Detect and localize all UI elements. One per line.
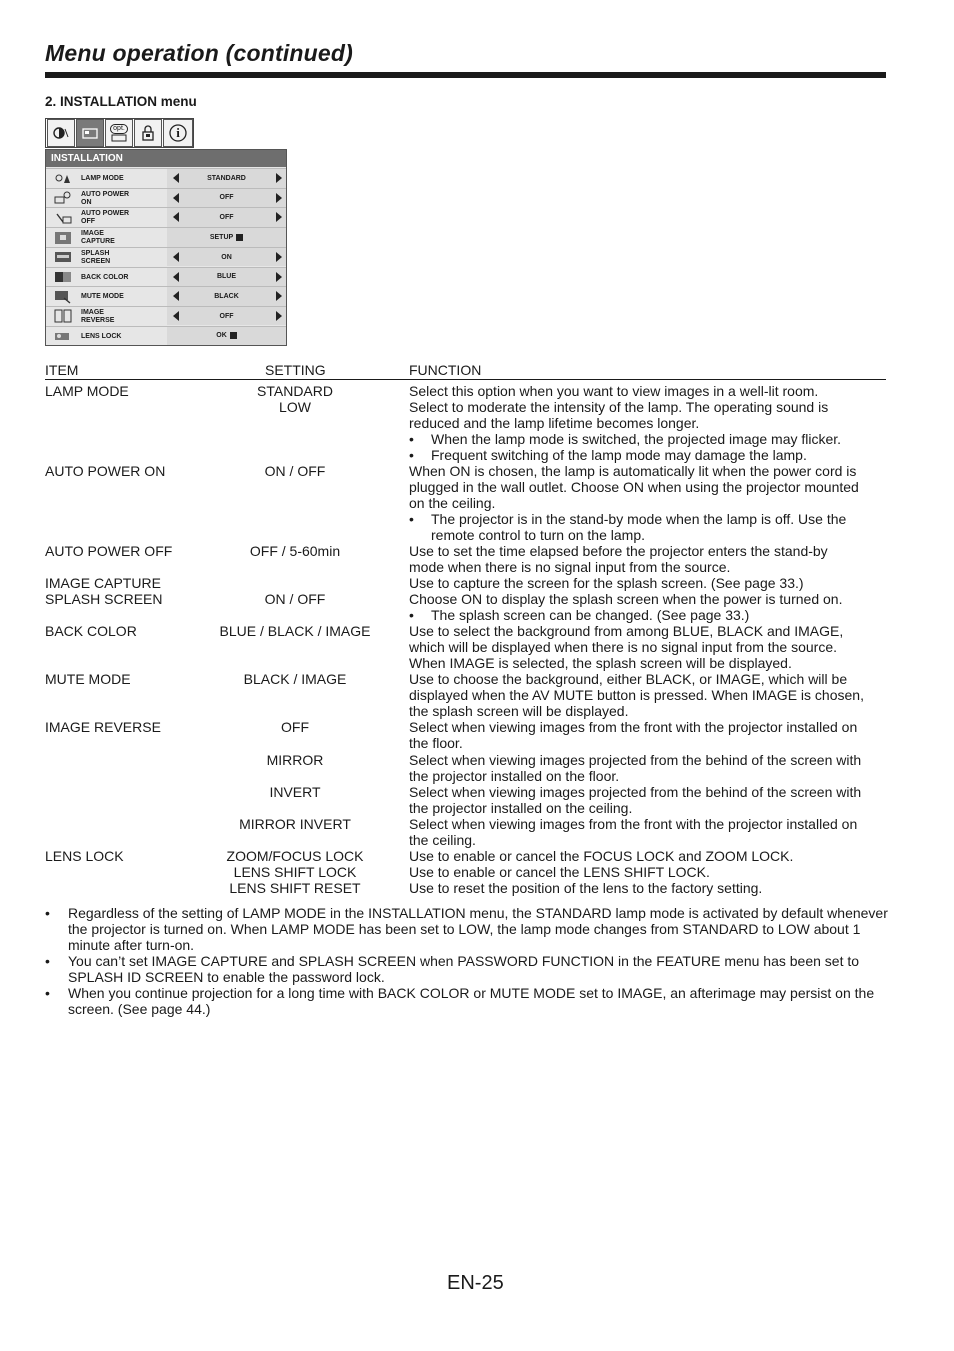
lamp-icon — [54, 172, 72, 185]
note-item: Regardless of the setting of LAMP MODE in the INSTALLATION menu, the STANDARD lamp mode is activated by default whenever the projector is turned on. When LAMP MODE has been set to LOW, the lamp mode changes from STANDARD to LOW about 1 minute after turn-on. — [68, 905, 888, 953]
arrow-right-icon — [276, 311, 282, 321]
menu-row — [46, 188, 286, 208]
menu-row-value: BLACK — [167, 287, 286, 306]
function-cell: the projector installed on the floor. — [409, 768, 620, 784]
picture-tab-icon — [47, 119, 75, 147]
menu-row-label: BACK COLOR — [81, 273, 129, 281]
item-cell: MUTE MODE — [45, 671, 131, 687]
arrow-left-icon — [173, 291, 179, 301]
menu-row-value: STANDARD — [167, 169, 286, 188]
setting-cell: INVERT — [269, 784, 321, 800]
arrow-right-icon — [276, 252, 282, 262]
setting-cell: LENS SHIFT LOCK — [233, 864, 357, 880]
column-header-function: FUNCTION — [409, 362, 482, 378]
function-cell: displayed when the AV MUTE button is pressed. When IMAGE is chosen, — [409, 687, 864, 703]
function-cell: plugged in the wall outlet. Choose ON when using the projector mounted — [409, 479, 859, 495]
power-on-icon — [54, 192, 72, 205]
bullet-icon: • — [45, 985, 50, 1001]
menu-row-value: SETUP — [167, 228, 286, 247]
arrow-left-icon — [173, 311, 179, 321]
installation-tab-icon — [76, 119, 104, 147]
menu-row-value: OK — [167, 327, 286, 346]
section-heading: 2. INSTALLATION menu — [45, 94, 197, 109]
function-cell: Use to choose the background, either BLACK, or IMAGE, which will be — [409, 671, 848, 687]
enter-icon — [230, 332, 237, 339]
function-cell: Use to set the time elapsed before the projector enters the stand-by — [409, 543, 828, 559]
function-cell: When IMAGE is selected, the splash screen will be displayed. — [409, 655, 792, 671]
menu-row — [46, 207, 286, 227]
menu-row-value: OFF — [167, 208, 286, 227]
function-cell: Select when viewing images projected from the behind of the screen with — [409, 752, 862, 768]
function-cell: Select to moderate the intensity of the lamp. The operating sound is — [409, 399, 829, 415]
menu-row — [46, 306, 286, 326]
menu-row-label: AUTO POWER OFF — [81, 210, 130, 226]
item-cell: SPLASH SCREEN — [45, 591, 163, 607]
function-cell: The splash screen can be changed. (See page 33.) — [431, 607, 750, 623]
menu-row-label: SPLASH SCREEN — [81, 249, 111, 265]
setting-cell: MIRROR — [266, 752, 324, 768]
function-cell: Frequent switching of the lamp mode may damage the lamp. — [431, 447, 807, 463]
column-header-item: ITEM — [45, 362, 79, 378]
arrow-right-icon — [276, 291, 282, 301]
arrow-left-icon — [173, 212, 179, 222]
lens-lock-icon — [54, 330, 72, 343]
function-cell: Use to capture the screen for the splash screen. (See page 33.) — [409, 575, 804, 591]
reverse-icon — [54, 310, 72, 323]
arrow-right-icon — [276, 272, 282, 282]
column-header-setting: SETTING — [265, 362, 326, 378]
function-cell: Select when viewing images projected from the behind of the screen with — [409, 784, 862, 800]
title-rule — [45, 72, 886, 78]
menu-row — [46, 267, 286, 287]
item-cell: LENS LOCK — [45, 848, 124, 864]
setting-cell: LENS SHIFT RESET — [229, 880, 361, 896]
menu-row-label: LAMP MODE — [81, 175, 124, 182]
function-cell: remote control to turn on the lamp. — [431, 527, 645, 543]
menu-row-label: LENS LOCK — [81, 332, 122, 340]
function-cell: When ON is chosen, the lamp is automatically lit when the power cord is — [409, 463, 857, 479]
menu-row-label: IMAGE CAPTURE — [81, 230, 115, 246]
menu-row — [46, 227, 286, 247]
setting-cell: ZOOM/FOCUS LOCK — [226, 848, 364, 864]
bullet-icon: • — [45, 953, 50, 969]
menu-row-label: IMAGE REVERSE — [81, 308, 115, 324]
item-cell: LAMP MODE — [45, 383, 129, 399]
back-color-icon — [54, 271, 72, 284]
function-cell: Use to reset the position of the lens to the factory setting. — [409, 880, 763, 896]
function-cell: the ceiling. — [409, 832, 476, 848]
arrow-right-icon — [276, 193, 282, 203]
note-item: When you continue projection for a long time with BACK COLOR or MUTE MODE set to IMAGE, an afterimage may persist on the screen. (See page 44.) — [68, 985, 875, 1017]
arrow-right-icon — [276, 212, 282, 222]
bullet-icon: • — [409, 511, 414, 527]
bullet-icon: • — [409, 431, 414, 447]
menu-row — [46, 326, 286, 346]
option-tab-icon: opt. — [105, 119, 133, 147]
page-number: EN-25 — [447, 1272, 504, 1294]
item-cell: BACK COLOR — [45, 623, 137, 639]
setting-cell: OFF — [281, 719, 309, 735]
arrow-left-icon — [173, 272, 179, 282]
function-cell: the projector installed on the ceiling. — [409, 800, 633, 816]
function-cell: Use to select the background from among BLUE, BLACK and IMAGE, — [409, 623, 844, 639]
menu-header: INSTALLATION — [46, 150, 286, 167]
arrow-left-icon — [173, 252, 179, 262]
arrow-right-icon — [276, 173, 282, 183]
arrow-left-icon — [173, 193, 179, 203]
function-cell: Select when viewing images from the front with the projector installed on — [409, 719, 858, 735]
menu-row-value: ON — [167, 248, 286, 267]
menu-row-label: AUTO POWER ON — [81, 190, 130, 206]
page-title: Menu operation (continued) — [45, 40, 354, 66]
function-cell: the floor. — [409, 735, 463, 751]
item-cell: IMAGE REVERSE — [45, 719, 161, 735]
function-cell: reduced and the lamp lifetime becomes longer. — [409, 415, 700, 431]
menu-row — [46, 168, 286, 188]
enter-icon — [236, 234, 243, 241]
function-cell: Select when viewing images from the front with the projector installed on — [409, 816, 858, 832]
function-cell: Use to enable or cancel the LENS SHIFT LOCK. — [409, 864, 710, 880]
function-cell: on the ceiling. — [409, 495, 496, 511]
function-cell: which will be displayed when there is no signal input from the source. — [409, 639, 838, 655]
function-cell: Choose ON to display the splash screen when the power is turned on. — [409, 591, 843, 607]
bullet-icon: • — [409, 447, 414, 463]
item-cell: IMAGE CAPTURE — [45, 575, 161, 591]
item-cell: AUTO POWER ON — [45, 463, 166, 479]
menu-row — [46, 247, 286, 267]
function-cell: the splash screen will be displayed. — [409, 703, 629, 719]
menu-row-value: OFF — [167, 307, 286, 326]
setting-cell: ON / OFF — [264, 463, 326, 479]
menu-row — [46, 286, 286, 306]
splash-icon — [54, 251, 72, 264]
function-cell: mode when there is no signal input from the source. — [409, 559, 731, 575]
setting-cell: OFF / 5-60min — [249, 543, 341, 559]
setting-cell: BLACK / IMAGE — [243, 671, 347, 687]
power-off-icon — [54, 211, 72, 224]
setting-cell: ON / OFF — [264, 591, 326, 607]
mute-icon — [54, 290, 72, 303]
header-rule — [45, 379, 886, 380]
arrow-left-icon — [173, 173, 179, 183]
setting-cell: STANDARD — [257, 383, 333, 399]
function-cell: The projector is in the stand-by mode when the lamp is off. Use the — [431, 511, 847, 527]
info-tab-icon: i — [163, 119, 193, 147]
menu-row-value: BLUE — [167, 268, 286, 287]
note-item: You can’t set IMAGE CAPTURE and SPLASH SCREEN when PASSWORD FUNCTION in the FEATURE menu has been set to SPLASH ID SCREEN to enable the password lock. — [68, 953, 860, 985]
menu-row-value: OFF — [167, 189, 286, 208]
function-cell: Use to enable or cancel the FOCUS LOCK and ZOOM LOCK. — [409, 848, 794, 864]
item-cell: AUTO POWER OFF — [45, 543, 173, 559]
function-cell: Select this option when you want to view images in a well-lit room. — [409, 383, 819, 399]
bullet-icon: • — [409, 607, 414, 623]
setting-cell: BLUE / BLACK / IMAGE — [219, 623, 371, 639]
setting-cell: MIRROR INVERT — [239, 816, 351, 832]
function-cell: When the lamp mode is switched, the projected image may flicker. — [431, 431, 842, 447]
bullet-icon: • — [45, 905, 50, 921]
menu-panel — [45, 149, 287, 346]
menu-row-label: MUTE MODE — [81, 293, 124, 301]
lock-tab-icon — [134, 119, 162, 147]
capture-icon — [54, 231, 72, 244]
setting-cell: LOW — [279, 399, 311, 415]
